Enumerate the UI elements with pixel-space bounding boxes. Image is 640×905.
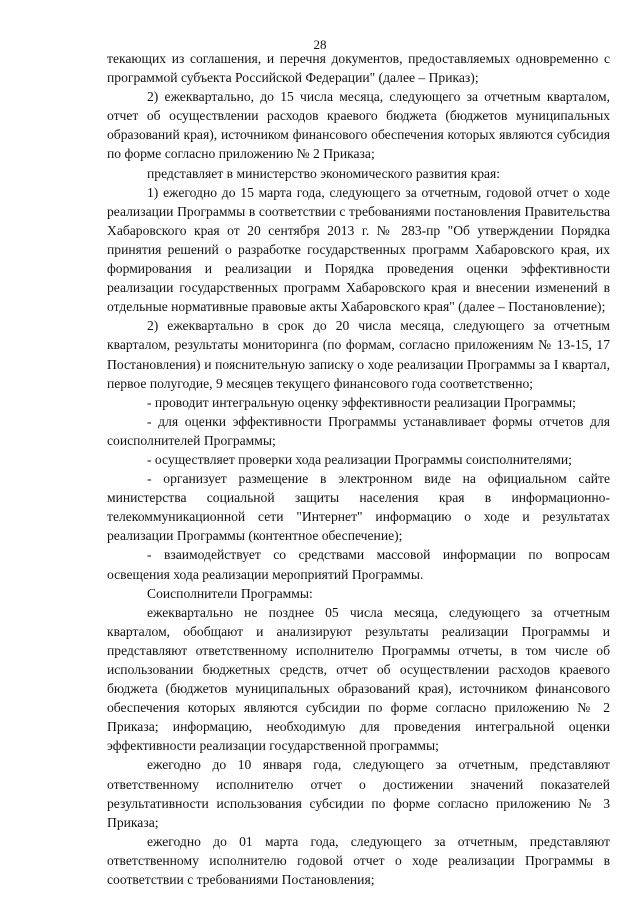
paragraph-continuation: текающих из соглашения, и перечня документов, предоставляемых одновременно с программой субъекта Российской Федерации" (далее – Приказ); — [107, 51, 610, 86]
paragraph-co-executors-heading: Соисполнители Программы: — [147, 585, 313, 601]
paragraph-submits-to-ministry: представляет в министерство экономического развития края: — [147, 165, 501, 181]
list-item-implementation-checks: - осуществляет проверки хода реализации Программы соисполнителями; — [147, 451, 572, 467]
paragraph-co-executors-january: ежегодно до 10 января года, следующего за отчетным, представляют ответственному исполнителю отчет о достижении значений показателей результативности использования субсидии по форме согласно приложению № 3 Приказа; — [107, 757, 610, 830]
document-body — [107, 49, 610, 889]
list-item-report-forms: - для оценки эффективности Программы устанавливает формы отчетов для соисполнителей Программы; — [107, 413, 610, 448]
list-item-media-interaction: - взаимодействует со средствами массовой информации по вопросам освещения хода реализации мероприятий Программы. — [107, 547, 610, 582]
paragraph-quarterly-monitoring: 2) ежеквартально в срок до 20 числа месяца, следующего за отчетным кварталом, результаты мониторинга (по формам, согласно приложениям № 13-15, 17 Постановления) и пояснительную записку о ходе реализации Программы за I квартал, первое полугодие, 9 месяцев текущего финансового года соответственно; — [107, 318, 610, 391]
paragraph-annual-report: 1) ежегодно до 15 марта года, следующего за отчетным, годовой отчет о ходе реализации Программы в соответствии с требованиями постановления Правительства Хабаровского края от 20 сентября 2013 г. № 283-пр "Об утверждении Порядка принятия решений о разработке государственных программ Хабаровского края, их формирования и реализации и Порядка проведения оценки эффективности реализации государственных программ Хабаровского края и внесении изменений в отдельные нормативные правовые акты Хабаровского края" (далее – Постановление); — [107, 184, 610, 315]
paragraph-co-executors-quarterly: ежеквартально не позднее 05 числа месяца, следующего за отчетным кварталом, обобщают и анализируют результаты реализации Программы и представляют ответственному исполнителю Программы отчеты, в том числе об использовании бюджетных средств, отчет об осуществлении расходов краевого бюджета (бюджетов муниципальных образований края), источником финансового обеспечения которых являются субсидии по форме согласно приложению № 2 Приказа; информацию, необходимую для проведения интегральной оценки эффективности реализации государственной программы; — [107, 604, 610, 754]
list-item-integral-assessment: - проводит интегральную оценку эффективности реализации Программы; — [147, 394, 576, 410]
page-number: 28 — [313, 37, 327, 52]
list-item-website-publication: - организует размещение в электронном виде на официальном сайте министерства социальной защиты населения края в информационно-телекоммуникационной сети "Интернет" информацию о ходе и результатах реализации Программы (контентное обеспечение); — [107, 471, 610, 544]
paragraph-co-executors-march: ежегодно до 01 марта года, следующего за отчетным, представляют ответственному исполнителю годовой отчет о ходе реализации Программы в соответствии с требованиями Постановления; — [107, 833, 610, 888]
paragraph-quarterly-expense-report: 2) ежеквартально, до 15 числа месяца, следующего за отчетным кварталом, отчет об осуществлении расходов краевого бюджета (бюджетов муниципальных образований края), источником финансового обеспечения которых являются субсидия по форме согласно приложению № 2 Приказа; — [107, 89, 610, 162]
